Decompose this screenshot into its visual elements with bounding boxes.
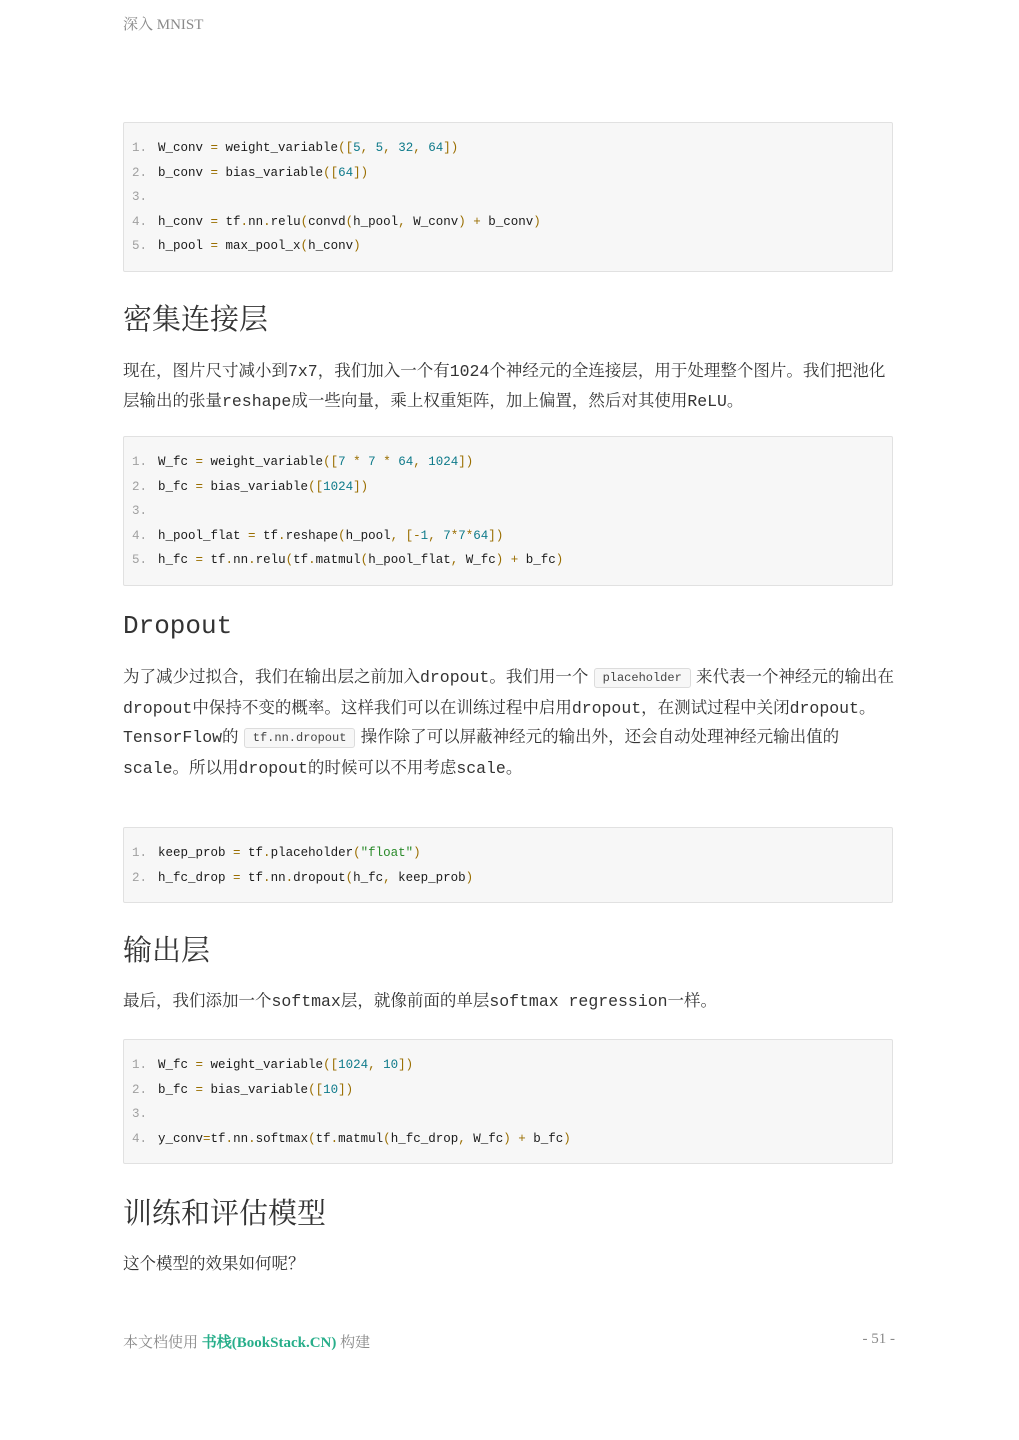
line-number: 2. [131, 870, 147, 885]
code-text: W_fc = weight_variable([1024, 10]) [158, 1058, 414, 1073]
code-text: h_fc_drop = tf.nn.dropout(h_fc, keep_prob) [158, 870, 474, 885]
line-number: 1. [131, 141, 147, 156]
line-number: 5. [131, 553, 147, 568]
text-run: 的 [222, 727, 239, 746]
code-line [124, 450, 892, 475]
text-run: 来代表一个神经元的输出在 [696, 667, 895, 686]
text-run: softmax [271, 992, 341, 1011]
heading-dense-layer: 密集连接层 [123, 302, 269, 336]
code-line [124, 1127, 892, 1152]
text-run: 。 [858, 697, 876, 717]
line-number: 3. [131, 1107, 147, 1122]
code-block-fc2 [123, 1039, 893, 1164]
line-number: 1. [131, 1058, 147, 1073]
code-text: h_fc = tf.nn.relu(tf.matmul(h_pool_flat, W_fc) + b_fc) [158, 553, 564, 568]
paragraph-dropout-1 [123, 663, 895, 783]
code-text: h_pool = max_pool_x(h_conv) [158, 239, 361, 254]
heading-train-evaluate: 训练和评估模型 [123, 1196, 327, 1230]
inline-code-tf-nn-dropout: tf.nn.dropout [244, 728, 356, 748]
code-line [124, 210, 892, 235]
text-run: ，在测试过程中关闭 [641, 697, 790, 717]
code-text: b_conv = bias_variable([64]) [158, 165, 369, 180]
inline-code-placeholder: placeholder [594, 668, 691, 688]
code-text: b_fc = bias_variable([10]) [158, 1082, 354, 1097]
code-line [124, 234, 892, 259]
running-header: 深入 MNIST [123, 17, 204, 33]
code-line [124, 475, 892, 500]
code-block-conv2 [123, 122, 893, 272]
paragraph-train-evaluate: 这个模型的效果如何呢？ [123, 1254, 305, 1273]
line-number: 3. [131, 504, 147, 519]
text-run: 现在，图片尺寸减小到 [123, 361, 288, 380]
text-run: dropout [571, 698, 642, 718]
text-run: dropout [238, 758, 308, 778]
code-line [124, 866, 892, 891]
line-number: 4. [131, 528, 147, 543]
code-text: W_fc = weight_variable([7 * 7 * 64, 1024]) [158, 455, 474, 470]
code-text: b_fc = bias_variable([1024]) [158, 479, 369, 494]
paragraph-output-layer [123, 987, 895, 1017]
page-number: - 51 - [862, 1331, 895, 1347]
text-run: 为了减少过拟合，我们在输出层之前加入 [123, 667, 420, 686]
code-text: keep_prob = tf.placeholder("float") [158, 846, 421, 861]
text-run: 一样。 [667, 991, 718, 1010]
code-line [124, 841, 892, 866]
line-number: 5. [131, 239, 147, 254]
code-line [124, 1053, 892, 1078]
text-run: scale [456, 758, 506, 778]
text-run: 1024 [449, 362, 490, 381]
text-run: 个神经元的全连接层，用于处理整个图片。我们把池化层输出的张量 [123, 361, 886, 410]
line-number: 1. [131, 455, 147, 470]
code-line [124, 1078, 892, 1103]
text-run: 。我们用一个 [489, 667, 589, 686]
text-run: 操作除了可以屏蔽神经元的输出外，还会自动处理神经元输出值的 [360, 727, 840, 746]
text-run: dropout [123, 698, 193, 718]
code-text: W_conv = weight_variable([5, 5, 32, 64]) [158, 141, 459, 156]
line-number: 2. [131, 479, 147, 494]
line-number: 4. [131, 214, 147, 229]
text-run: 。所以用 [172, 757, 239, 777]
code-line [124, 524, 892, 549]
footer-suffix: 构建 [340, 1335, 371, 1351]
text-run: 7x7 [288, 362, 318, 381]
line-number: 3. [131, 190, 147, 205]
code-text: y_conv=tf.nn.softmax(tf.matmul(h_fc_drop, W_fc) + b_fc) [158, 1131, 571, 1146]
paragraph-dense-layer [123, 357, 895, 416]
footer-prefix: 本文档使用 [123, 1335, 199, 1351]
code-line [124, 499, 892, 524]
text-run: 层，就像前面的单层 [340, 991, 490, 1010]
text-run: 。 [726, 390, 744, 410]
code-line [124, 185, 892, 210]
text-run: ，我们加入一个有 [317, 361, 450, 380]
heading-output-layer: 输出层 [123, 933, 211, 967]
text-run: 成一些向量，乘上权重矩阵，加上偏置，然后对其使用 [291, 390, 688, 410]
heading-dropout: Dropout [123, 611, 233, 641]
line-number: 2. [131, 1082, 147, 1097]
code-line [124, 161, 892, 186]
text-run: dropout [420, 668, 490, 687]
footer-brand-link[interactable]: 书栈(BookStack.CN) [201, 1335, 337, 1351]
text-run: scale [123, 758, 173, 778]
text-run: dropout [789, 698, 859, 718]
code-line [124, 1102, 892, 1127]
code-block-dropout [123, 827, 893, 903]
code-line [124, 136, 892, 161]
code-line [124, 548, 892, 573]
text-run: 最后，我们添加一个 [123, 991, 272, 1010]
code-block-fc1 [123, 436, 893, 586]
footer-credit [123, 1331, 370, 1352]
code-text: h_conv = tf.nn.relu(convd(h_pool, W_conv) + b_conv) [158, 214, 541, 229]
text-run: 中保持不变的概率。这样我们可以在训练过程中启用 [192, 697, 572, 717]
line-number: 1. [131, 846, 147, 861]
text-run: TensorFlow [123, 728, 223, 747]
text-run: softmax regression [489, 992, 668, 1011]
line-number: 4. [131, 1131, 147, 1146]
code-text: h_pool_flat = tf.reshape(h_pool, [-1, 7*7*64]) [158, 528, 504, 543]
text-run: ReLU [687, 391, 727, 411]
line-number: 2. [131, 165, 147, 180]
text-run: 的时候可以不用考虑 [307, 757, 457, 777]
text-run: 。 [505, 757, 523, 777]
text-run: reshape [222, 391, 292, 411]
